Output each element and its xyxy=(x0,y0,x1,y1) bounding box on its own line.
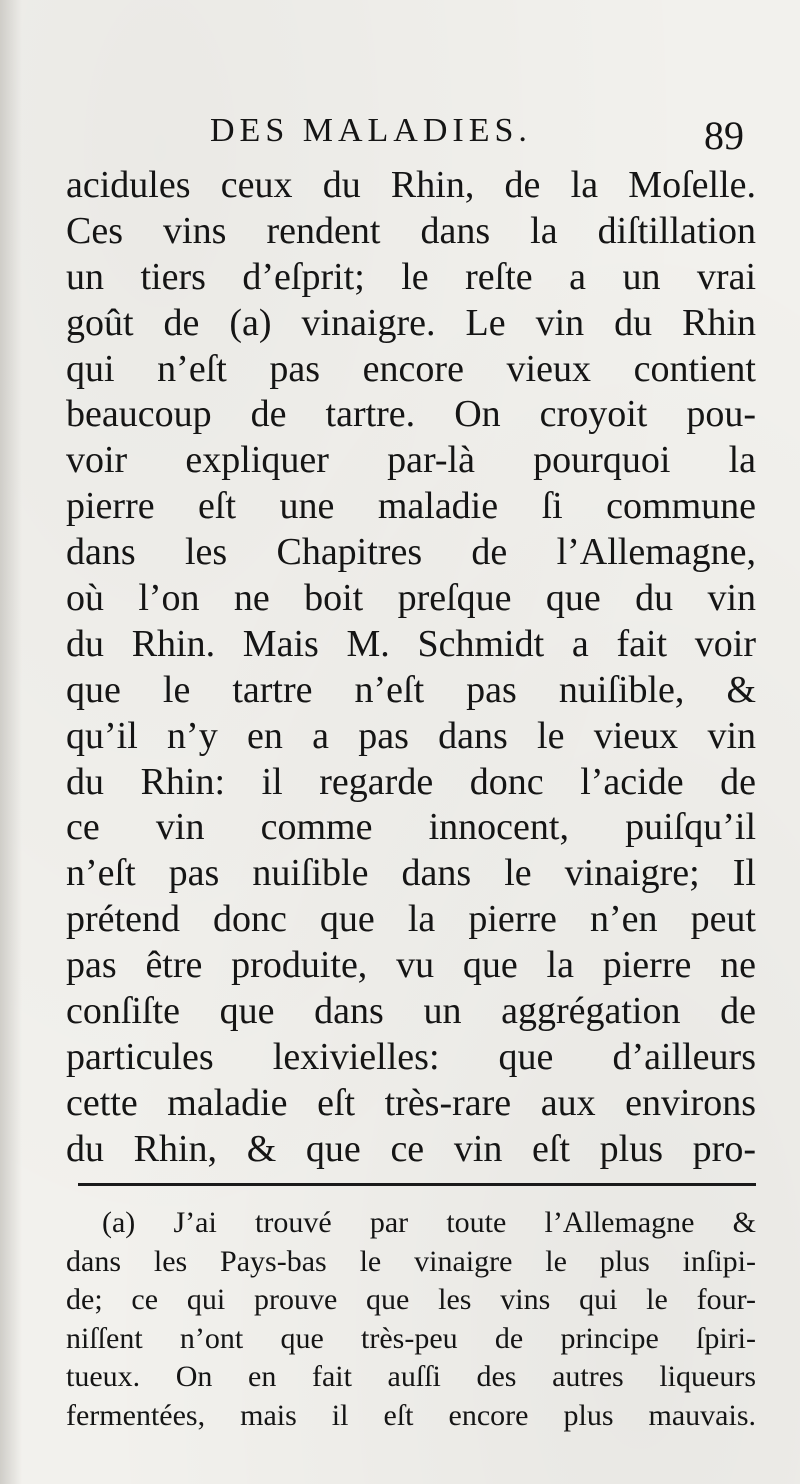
text-line: que le tartre n’eſt pas nuiſible, & xyxy=(66,668,756,711)
text-line: où l’on ne boit preſque que du vin xyxy=(66,577,756,620)
footnote-line: fermentées, mais il eſt encore plus mauvais. xyxy=(66,1398,756,1432)
text-line: qu’il n’y en a pas dans le vieux vin xyxy=(66,714,756,757)
footnote xyxy=(66,1204,756,1435)
text-line: un tiers d’eſprit; le reſte a un vrai xyxy=(66,255,756,298)
text-line: dans les Chapitres de l’Allemagne, xyxy=(66,531,756,574)
text-line: prétend donc que la pierre n’en peut xyxy=(66,898,756,941)
text-line: conſiſte que dans un aggrégation de xyxy=(66,990,756,1033)
running-head xyxy=(210,112,750,160)
text-line: du Rhin: il regarde donc l’acide de xyxy=(66,760,756,803)
text-line: beaucoup de tartre. On croyoit pou- xyxy=(66,393,756,436)
page-gutter-shadow xyxy=(0,0,22,1484)
footnote-line: de; ce qui prouve que les vins qui le four- xyxy=(66,1283,756,1316)
footnote-divider xyxy=(78,1183,756,1186)
text-line: qui n’eſt pas encore vieux contient xyxy=(66,347,756,390)
footnote-line: tueux. On en fait auſſi des autres liqueurs xyxy=(66,1360,756,1393)
footnote-line: niſſent n’ont que très-peu de principe ſpiri- xyxy=(66,1321,756,1355)
text-line: n’eſt pas nuiſible dans le vinaigre; Il xyxy=(66,852,756,895)
text-line: voir expliquer par-là pourquoi la xyxy=(66,439,756,482)
main-text xyxy=(66,163,756,1173)
text-line: goût de (a) vinaigre. Le vin du Rhin xyxy=(66,301,756,344)
text-line: du Rhin, & que ce vin eſt plus pro- xyxy=(66,1127,756,1170)
text-line: pierre eſt une maladie ſi commune xyxy=(66,485,756,528)
text-line: du Rhin. Mais M. Schmidt a fait voir xyxy=(66,622,756,665)
text-line: acidules ceux du Rhin, de la Moſelle. xyxy=(66,164,756,206)
text-line: ce vin comme innocent, puiſqu’il xyxy=(66,806,756,849)
text-line: particules lexivielles: que d’ailleurs xyxy=(66,1035,756,1078)
footnote-line: (a) J’ai trouvé par toute l’Allemagne & xyxy=(102,1206,756,1239)
running-head-title: DES MALADIES. xyxy=(210,112,532,149)
footnote-line: dans les Pays-bas le vinaigre le plus inſipi- xyxy=(66,1244,756,1278)
text-line: cette maladie eſt très-rare aux environs xyxy=(66,1081,756,1124)
text-line: pas être produite, vu que la pierre ne xyxy=(66,944,756,987)
text-line: Ces vins rendent dans la diſtillation xyxy=(66,209,756,252)
page-number: 89 xyxy=(704,113,744,158)
